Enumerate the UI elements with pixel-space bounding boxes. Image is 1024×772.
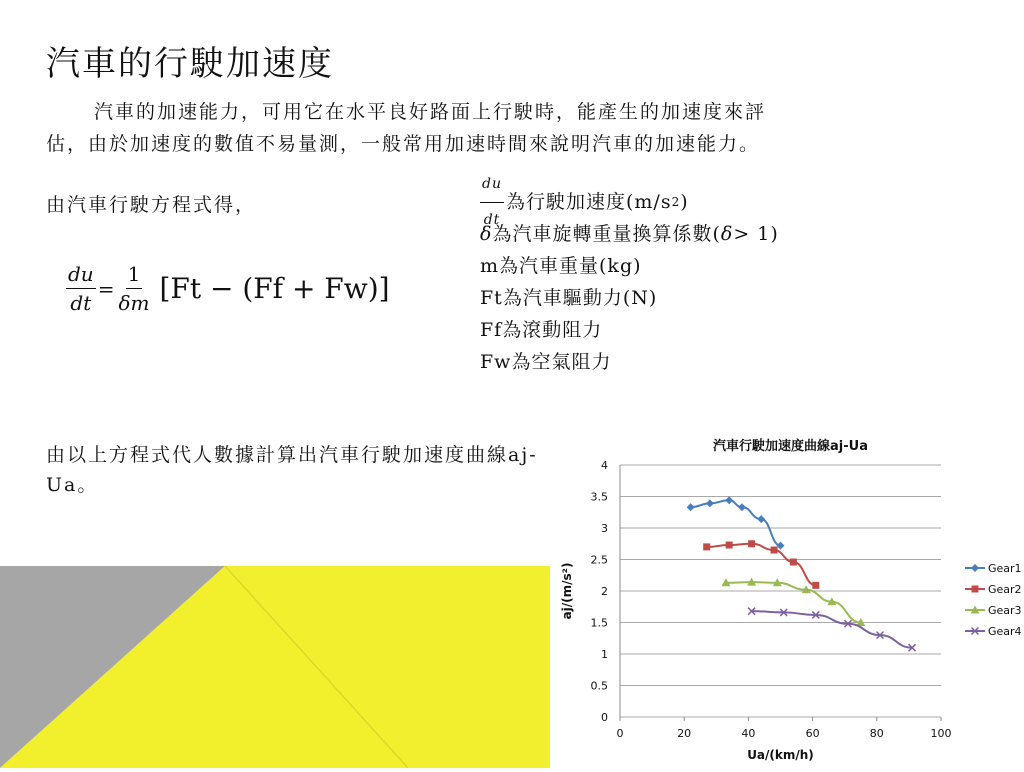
force-bracket: [Ft − (Ff + Fw)] xyxy=(159,272,390,305)
x-tick-label: 100 xyxy=(930,727,952,740)
superscript-2: 2 xyxy=(671,194,681,209)
chart-svg xyxy=(553,430,1023,768)
x-axis-label: Ua/(km/h) xyxy=(747,748,814,762)
x-tick-label: 20 xyxy=(677,727,692,740)
intro-line-2: 估，由於加速度的數值不易量測，一般常用加速時間來說明汽車的加速能力。 xyxy=(46,133,761,155)
definition-drive-force: Ft為汽車驅動力(N) xyxy=(480,286,658,309)
page-title: 汽車的行駛加速度 xyxy=(46,44,334,84)
y-tick-label: 3.5 xyxy=(590,490,608,504)
data-point-gear1 xyxy=(757,515,765,523)
y-axis-label: aj/(m/s²) xyxy=(560,562,574,620)
variable-definitions xyxy=(480,176,779,378)
data-point-gear2 xyxy=(748,540,755,547)
rhs-fraction xyxy=(116,262,151,315)
y-tick-label: 4 xyxy=(601,459,608,472)
data-point-gear2 xyxy=(771,547,778,554)
legend-label-gear1: Gear1 xyxy=(988,562,1022,575)
delta-symbol: δ xyxy=(480,222,493,245)
y-tick-label: 2 xyxy=(601,585,608,598)
y-tick-label: 0 xyxy=(601,711,608,724)
x-tick-label: 80 xyxy=(869,727,884,740)
data-point-gear1 xyxy=(738,503,746,511)
data-point-gear1 xyxy=(687,503,695,511)
y-tick-label: 2.5 xyxy=(590,553,608,567)
definition-air-resistance: Fw為空氣阻力 xyxy=(480,350,612,373)
y-tick-label: 1.5 xyxy=(590,616,608,630)
derive-text: 由汽車行駛方程式得， xyxy=(46,194,257,216)
legend-label-gear2: Gear2 xyxy=(988,583,1022,596)
data-point-gear2 xyxy=(703,543,710,550)
data-point-gear2 xyxy=(812,582,819,589)
legend-marker-gear1 xyxy=(971,564,979,572)
acceleration-equation xyxy=(66,262,390,315)
acceleration-close: ) xyxy=(680,190,689,213)
series-line-gear2 xyxy=(707,544,816,586)
data-point-gear1 xyxy=(706,499,714,507)
result-text: 由以上方程式代人數據計算出汽車行駛加速度曲線aj-Ua。 xyxy=(46,444,538,496)
y-tick-label: 1 xyxy=(601,648,608,661)
rhs-numerator: 1 xyxy=(126,262,143,289)
lhs-denominator: dt xyxy=(70,291,92,315)
series-line-gear4 xyxy=(752,611,913,648)
lhs-fraction xyxy=(66,262,96,315)
intro-line-1: 汽車的加速能力，可用它在水平良好路面上行駛時，能產生的加速度來評 xyxy=(94,101,767,123)
du-numerator: du xyxy=(480,169,504,203)
series-line-gear3 xyxy=(726,582,861,622)
legend-marker-gear2 xyxy=(972,586,979,593)
y-tick-label: 3 xyxy=(601,522,608,535)
x-tick-label: 0 xyxy=(616,727,624,740)
dt-denominator: dt xyxy=(483,211,501,228)
lhs-numerator: du xyxy=(66,262,96,289)
delta-condition: > 1) xyxy=(733,222,779,245)
data-point-gear1 xyxy=(777,542,785,550)
rhs-denominator: δm xyxy=(118,291,150,315)
delta-symbol-condition: δ xyxy=(720,222,734,245)
definition-delta xyxy=(480,218,779,250)
definition-mass: m為汽車重量(kg) xyxy=(480,254,642,277)
delta-label: 為汽車旋轉重量換算係數( xyxy=(492,222,721,245)
legend-label-gear3: Gear3 xyxy=(988,604,1022,617)
acceleration-label: 為行駛加速度(m/s xyxy=(505,190,672,213)
data-point-gear2 xyxy=(726,542,733,549)
x-tick-label: 60 xyxy=(805,727,820,740)
equals-sign: = xyxy=(97,276,115,301)
y-tick-label: 0.5 xyxy=(590,679,608,693)
legend-label-gear4: Gear4 xyxy=(988,625,1022,638)
data-point-gear1 xyxy=(725,496,733,504)
definition-acceleration xyxy=(480,176,779,228)
chart-title: 汽車行駛加速度曲線aj-Ua xyxy=(713,439,868,454)
acceleration-chart xyxy=(553,430,1023,768)
definition-rolling-resistance: Ff為滾動阻力 xyxy=(480,318,603,341)
data-point-gear2 xyxy=(790,559,797,566)
intro-paragraph xyxy=(46,96,926,160)
series-line-gear1 xyxy=(691,500,781,545)
x-tick-label: 40 xyxy=(741,727,756,740)
